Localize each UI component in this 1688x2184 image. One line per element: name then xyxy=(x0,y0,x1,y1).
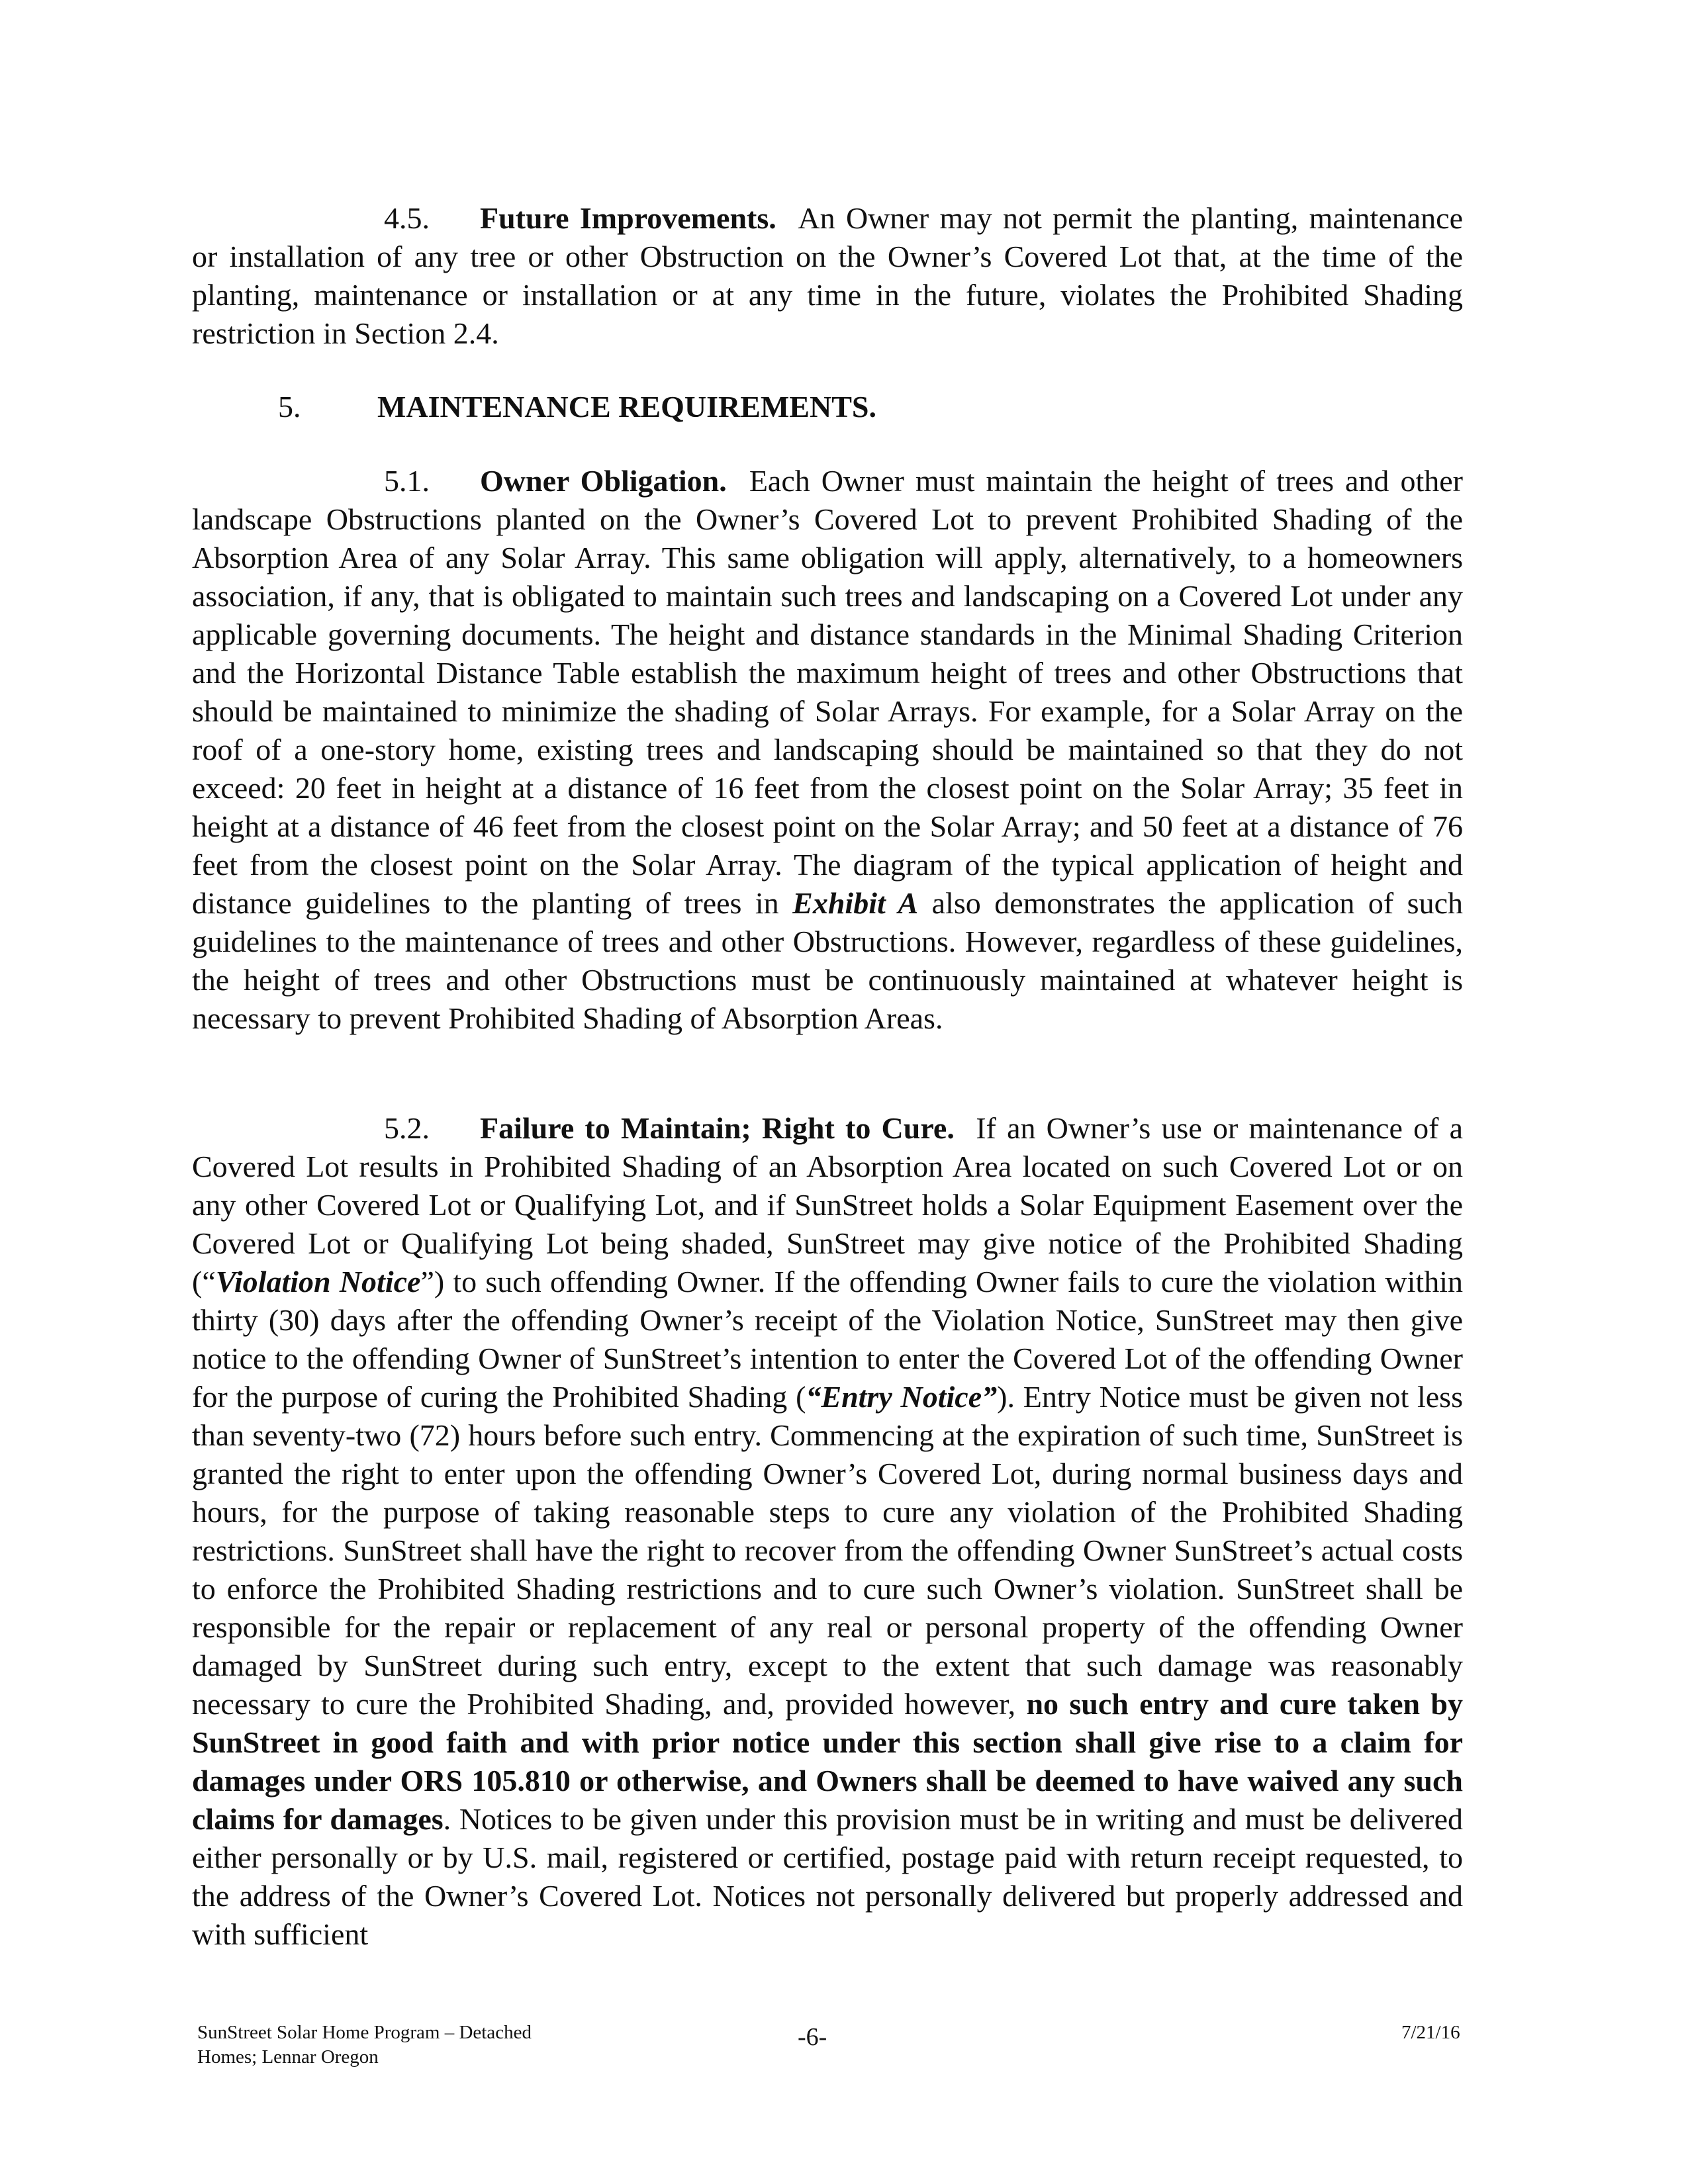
section-5-number: 5. xyxy=(278,390,301,424)
section-5-2-bold-waiver: no such entry and cure taken by SunStreet in good faith and with prior notice under this section shall give rise to a claim for damages under ORS 105.810 or otherwise, and Owners shall be deemed to have waived any such claims for damages xyxy=(192,1687,1464,1836)
section-4-5-paragraph xyxy=(192,199,1463,353)
footer-program-title xyxy=(197,2021,608,2070)
section-5-2-title: Failure to Maintain; Right to Cure. xyxy=(480,1111,955,1145)
footer-left-line-1: SunStreet Solar Home Program – Detached xyxy=(197,2022,532,2043)
section-5-2-paragraph xyxy=(192,1109,1463,1954)
section-5-2-text-2: ”) to such offending Owner. If the offending Owner fails to cure the violation within thirty (30) days after the offending Owner’s receipt of the Violation Notice, SunStreet may then give notice to the offending Owner of SunStreet’s intention to enter the Covered Lot of the offending Owner for the purpose of curing the Prohibited Shading ( xyxy=(192,1265,1463,1414)
footer-date: 7/21/16 xyxy=(1401,2022,1460,2043)
section-5-1-number: 5.1. xyxy=(384,464,430,498)
section-4-5-number: 4.5. xyxy=(384,201,430,235)
section-4-5-title: Future Improvements. xyxy=(480,201,776,235)
section-5-2-text-1: If an Owner’s use or maintenance of a Covered Lot results in Prohibited Shading of an Absorption Area located on such Covered Lot or on any other Covered Lot or Qualifying Lot, and if SunStreet holds a Solar Equipment Easement over the Covered Lot or Qualifying Lot being shaded, SunStreet may give notice of the Prohibited Shading (“ xyxy=(192,1111,1464,1298)
section-5-1-text-b: also demonstrates the application of such guidelines to the maintenance of trees and other Obstructions. However, regardless of these guidelines, the height of trees and other Obstructions must be continuously maintained at whatever height is necessary to prevent Prohibited Shading of Absorption Areas. xyxy=(192,886,1463,1035)
section-5-heading xyxy=(278,388,876,426)
entry-notice-term: “Entry Notice” xyxy=(806,1380,998,1414)
violation-notice-term: Violation Notice xyxy=(215,1265,421,1298)
footer-page-number: -6- xyxy=(798,2023,827,2051)
section-5-title: MAINTENANCE REQUIREMENTS. xyxy=(377,390,876,424)
section-5-2-number: 5.2. xyxy=(384,1111,430,1145)
section-5-2-text-4: . Notices to be given under this provision must be in writing and must be delivered either personally or by U.S. mail, registered or certified, postage paid with return receipt requested, to the address of the Owner’s Covered Lot. Notices not personally delivered but properly addressed and with sufficient xyxy=(192,1802,1463,1951)
section-5-1-paragraph xyxy=(192,462,1463,1038)
exhibit-a-reference: Exhibit A xyxy=(792,886,919,920)
section-5-1-title: Owner Obligation. xyxy=(480,464,727,498)
section-4-5-text: An Owner may not permit the planting, maintenance or installation of any tree or other Obstruction on the Owner’s Covered Lot that, at the time of the planting, maintenance or installation or at any time in the future, violates the Prohibited Shading restriction in Section 2.4. xyxy=(192,201,1464,350)
section-5-1-text-a: Each Owner must maintain the height of trees and other landscape Obstructions planted on the Owner’s Covered Lot to prevent Prohibited Shading of the Absorption Area of any Solar Array. This same obligation will apply, alternatively, to a homeowners association, if any, that is obligated to maintain such trees and landscaping on a Covered Lot under any applicable governing documents. The height and distance standards in the Minimal Shading Criterion and the Horizontal Distance Table establish the maximum height of trees and other Obstructions that should be maintained to minimize the shading of Solar Arrays. For example, for a Solar Array on the roof of a one-story home, existing trees and landscaping should be maintained so that they do not exceed: 20 feet in height at a distance of 16 feet from the closest point on the Solar Array; 35 feet in height at a distance of 46 feet from the closest point on the Solar Array; and 50 feet at a distance of 76 feet from the closest point on the Solar Array. The diagram of the typical application of height and distance guidelines to the planting of trees in xyxy=(192,464,1463,920)
section-5-2-text-3: ). Entry Notice must be given not less than seventy-two (72) hours before such entry. Commencing at the expiration of such time, SunStreet is granted the right to enter upon the offending Owner’s Covered Lot, during normal business days and hours, for the purpose of taking reasonable steps to cure any violation of the Prohibited Shading restrictions. SunStreet shall have the right to recover from the offending Owner SunStreet’s actual costs to enforce the Prohibited Shading restrictions and to cure such Owner’s violation. SunStreet shall be responsible for the repair or replacement of any real or personal property of the offending Owner damaged by SunStreet during such entry, except to the extent that such damage was reasonably necessary to cure the Prohibited Shading, and, provided however, xyxy=(192,1380,1463,1721)
footer-left-line-2: Homes; Lennar Oregon xyxy=(197,2046,379,2068)
